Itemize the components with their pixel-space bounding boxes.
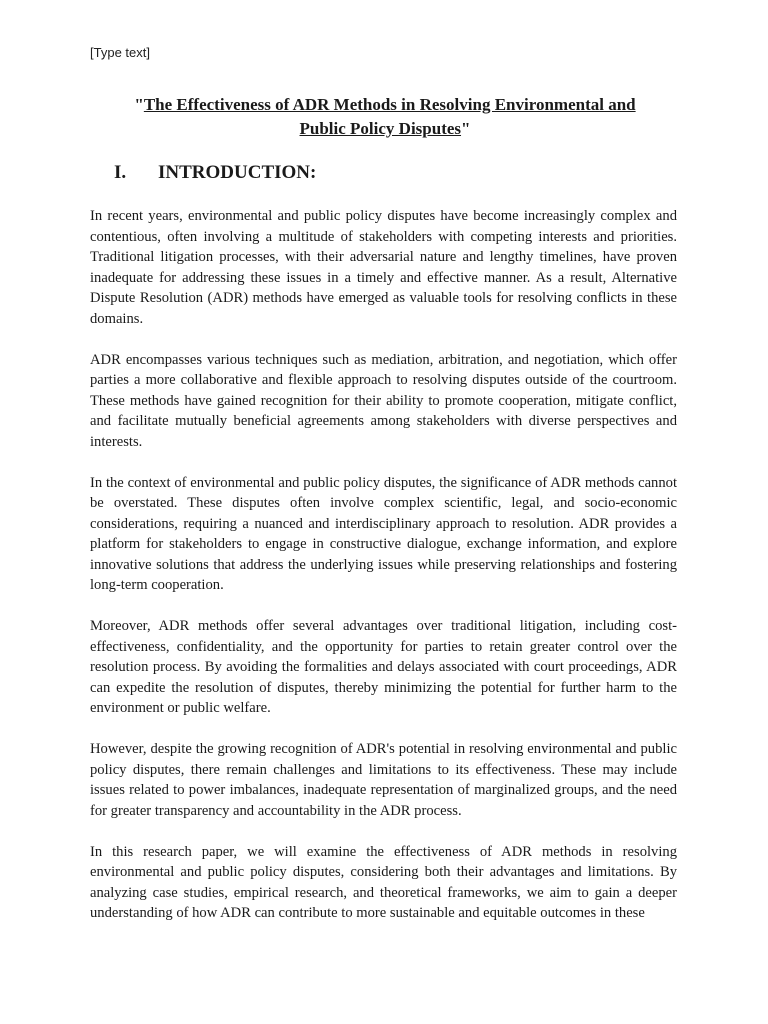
header-placeholder[interactable]: [Type text] [90, 45, 150, 60]
title-line-2: Public Policy Disputes [299, 119, 462, 138]
section-number: I. [114, 162, 127, 183]
paragraph: In recent years, environmental and public policy disputes have become increasingly complex and contentious, often involving a multitude of stakeholders with competing interests and priorities. Traditional litigation processes, with their adversarial nature and lengthy timelines, have proven inadequate for addressing these issues in a timely and effective manner. As a result, Alternative Dispute Resolution (ADR) methods have emerged as valuable tools for resolving conflicts in these domains. [90, 208, 677, 327]
body-text [90, 206, 677, 944]
paragraph: In the context of environmental and public policy disputes, the significance of ADR methods cannot be overstated. These disputes often involve complex scientific, legal, and socio-economic considerations, requiring a nuanced and interdisciplinary approach to resolution. ADR provides a platform for stakeholders to engage in constructive dialogue, exchange information, and explore innovative solutions that address the underlying issues while preserving relationships and fostering long-term cooperation. [90, 474, 677, 593]
paragraph: However, despite the growing recognition of ADR's potential in resolving environmental and public policy disputes, there remain challenges and limitations to its effectiveness. These may include issues related to power imbalances, inadequate representation of marginalized groups, and the need for greater transparency and accountability in the ADR process. [90, 741, 677, 819]
title-line-1: The Effectiveness of ADR Methods in Resolving Environmental and [143, 95, 636, 114]
title-open-quote: " [134, 95, 144, 114]
section-title: INTRODUCTION: [158, 162, 317, 183]
section-heading [114, 161, 316, 185]
paragraph: Moreover, ADR methods offer several advantages over traditional litigation, including cost-effectiveness, confidentiality, and the opportunity for parties to retain greater control over the resolution process. By avoiding the formalities and delays associated with court proceedings, ADR can expedite the resolution of disputes, thereby minimizing the potential for further harm to the environment or public welfare. [90, 618, 677, 716]
paragraph: ADR encompasses various techniques such as mediation, arbitration, and negotiation, which offer parties a more collaborative and flexible approach to resolving disputes outside of the courtroom. These methods have gained recognition for their ability to promote cooperation, mitigate conflict, and facilitate mutually beneficial agreements among stakeholders with diverse perspectives and interests. [90, 351, 677, 450]
title-close-quote: " [461, 119, 471, 138]
document-title [90, 93, 680, 141]
paragraph: In this research paper, we will examine the effectiveness of ADR methods in resolving environmental and public policy disputes, considering both their advantages and limitations. By analyzing case studies, empirical research, and theoretical frameworks, we aim to gain a deeper understanding of how ADR can contribute to more sustainable and equitable outcomes in these [90, 843, 677, 921]
